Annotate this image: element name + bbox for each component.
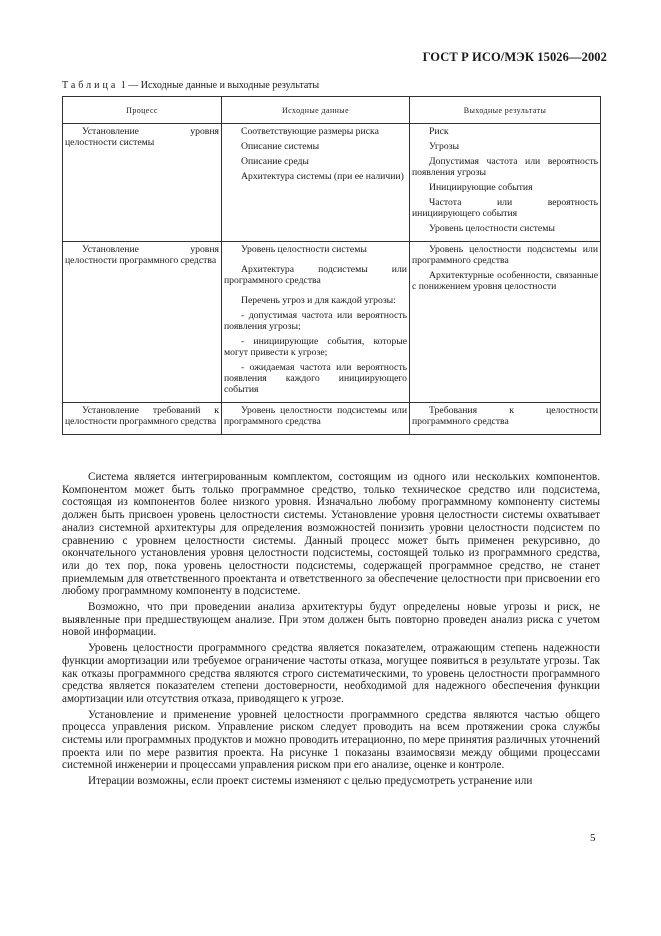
process-cell — [63, 403, 222, 435]
output-item: Требования к целостности программного средства — [412, 405, 598, 427]
table-row — [63, 403, 601, 435]
process-text: Установление требований к целостности программного средства — [65, 405, 219, 427]
output-item: Частота или вероятность инициирующего события — [412, 197, 598, 219]
process-text: Установление уровня целостности системы — [65, 126, 219, 148]
data-table — [62, 96, 601, 435]
input-item: Описание среды — [241, 156, 309, 167]
process-cell — [63, 242, 222, 403]
input-item: Соответствующие размеры риска — [241, 126, 379, 137]
output-item: Риск — [429, 126, 449, 137]
paragraph: Возможно, что при проведении анализа архитектуры будут определены новые угрозы и риск, не выявленные при предшествующем анализе. При этом должен быть повторно проведен анализ риска с учетом новой информации. — [62, 601, 600, 639]
outputs-cell — [410, 242, 601, 403]
header-outputs: Выходные результаты — [410, 97, 601, 124]
output-item: Уровень целостности системы — [429, 223, 555, 234]
paragraph: Уровень целостности программного средства является показателем, отражающим степень надежности функции амортизации или требуемое ограничение частоты отказа, могущее появиться в результате угрозы. Так как отказы программного средства являются строго систематическими, то уровень целостности программного средства является показателем степени достоверности, необходимой для надежного обеспечения функции амортизации или отсутствия отказа, приводящего к угрозе. — [62, 642, 600, 705]
outputs-cell — [410, 403, 601, 435]
input-item: Описание системы — [241, 141, 320, 152]
page-header: ГОСТ Р ИСО/МЭК 15026—2002 — [422, 50, 607, 64]
input-item: - инициирующие события, которые могут привести к угрозе; — [224, 336, 407, 358]
input-item: Перечень угроз и для каждой угрозы: — [241, 295, 396, 306]
input-item: - допустимая частота или вероятность появления угрозы; — [224, 310, 407, 332]
paragraph: Установление и применение уровней целостности программного средства являются частью общего процесса управления риском. Управление риском следует проводить на всем протяжении срока службы системы или программных продуктов и можно проводить итерационно, по мере принятия различных уточнений проекта или по мере развития проекта. На рисунке 1 показаны взаимосвязи между общими процессами системной инженерии и процессами управления риском при его анализе, оценке и контроле. — [62, 708, 600, 772]
output-item: Уровень целостности подсистемы или программного средства — [412, 244, 598, 266]
inputs-cell — [222, 242, 410, 403]
table-caption-title: 1 — Исходные данные и выходные результаты — [118, 80, 320, 91]
table-row — [63, 124, 601, 242]
inputs-cell — [222, 403, 410, 435]
table-caption-label: Таблица — [62, 80, 119, 91]
input-item: Уровень целостности подсистемы или программного средства — [224, 405, 407, 427]
header-inputs: Исходные данные — [222, 97, 410, 124]
page-number: 5 — [590, 832, 596, 844]
input-item: Уровень целостности системы — [241, 244, 367, 255]
output-item: Архитектурные особенности, связанные с понижением уровня целостности — [412, 270, 598, 292]
table-caption — [62, 80, 319, 91]
input-item: Архитектура системы (при ее наличии) — [241, 171, 404, 182]
process-text: Установление уровня целостности программного средства — [65, 244, 219, 266]
output-item: Допустимая частота или вероятность появления угрозы — [412, 156, 598, 178]
outputs-cell — [410, 124, 601, 242]
table-header-row — [63, 97, 601, 124]
input-item: - ожидаемая частота или вероятность появления каждого инициирующего события — [224, 362, 407, 395]
inputs-cell — [222, 124, 410, 242]
paragraph: Итерации возможны, если проект системы изменяют с целью предусмотреть устранение или — [88, 775, 533, 788]
output-item: Инициирующие события — [429, 182, 533, 193]
process-cell — [63, 124, 222, 242]
paragraph: Система является интегрированным комплектом, состоящим из одного или нескольких компонентов. Компонентом может быть только программное средство, только техническое средство или подсистема, состоящая из компонентов более низкого уровня. Изначально любому программному компоненту системы должен быть присвоен уровень целостности системы. Установление уровня целостности системы охватывает анализ системной архитектуры для определения возможностей понизить уровни целостности подсистем по сравнению с уровнем целостности системы. Данный процесс может быть применен рекурсивно, до окончательного установления уровня целостности подсистемы, состоящей только из программного средства, или до тех пор, пока уровень целостности подсистемы, содержащей программное средство, не станет приемлемым для ответственного проектанта и ответственного за обеспечение целостности при присвоении его любому программному компоненту в подсистеме. — [62, 471, 600, 598]
input-item: Архитектура подсистемы или программного средства — [224, 264, 407, 286]
output-item: Угрозы — [429, 141, 460, 152]
body-text — [62, 471, 600, 788]
table-row — [63, 242, 601, 403]
header-process: Процесс — [63, 97, 222, 124]
